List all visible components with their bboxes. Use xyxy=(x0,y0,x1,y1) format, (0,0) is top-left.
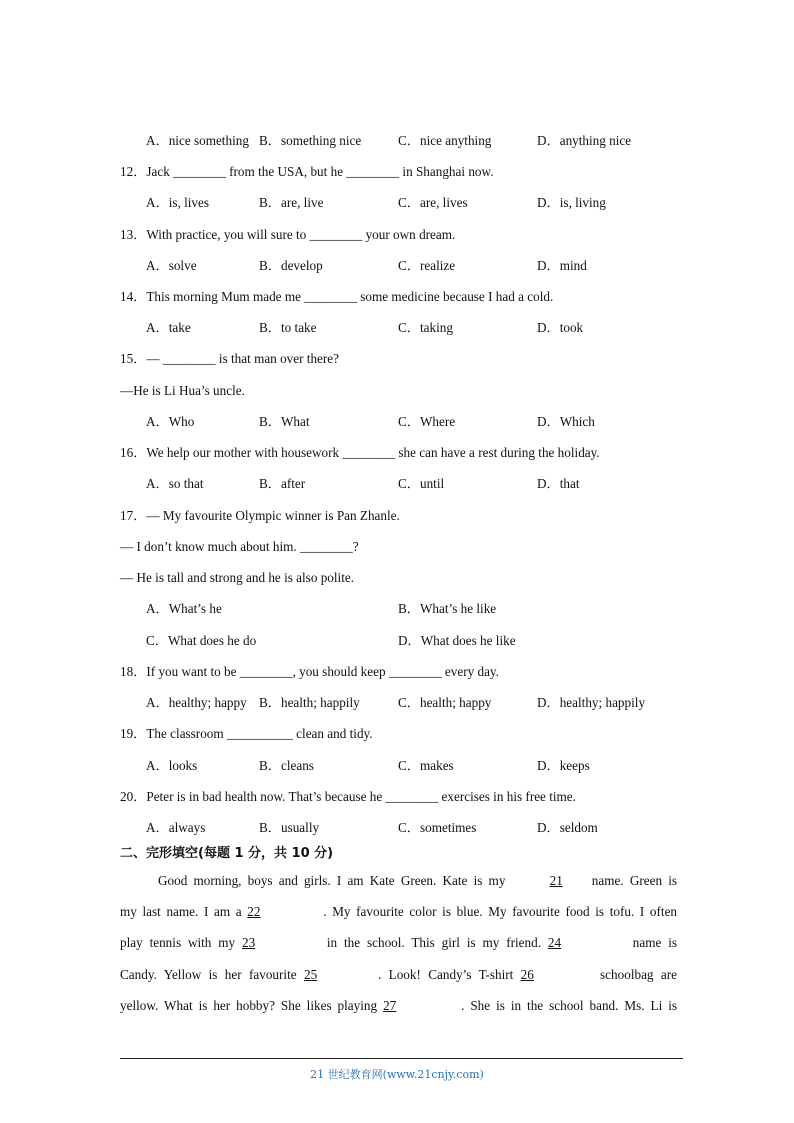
footer-divider xyxy=(120,1058,683,1059)
passage-text: name is xyxy=(632,935,678,951)
passage-text: name. Green is xyxy=(591,873,678,888)
q19-option-d: D．keeps xyxy=(537,758,590,773)
blank-26: 26 xyxy=(520,966,534,982)
blank-23: 23 xyxy=(242,935,256,951)
cloze-passage xyxy=(120,865,677,1021)
q16-option-c: C．until xyxy=(398,476,445,491)
q16-stem: 16．We help our mother with housework ________ she can have a rest during the holiday. xyxy=(120,445,600,460)
q13-option-b: B．develop xyxy=(259,258,323,273)
q19-option-a: A．looks xyxy=(146,758,198,773)
q13-option-d: D．mind xyxy=(537,258,587,273)
q20-option-a: A．always xyxy=(146,820,206,835)
q15-option-b: B．What xyxy=(259,414,310,429)
q12-option-c: C．are, lives xyxy=(398,195,468,210)
passage-line-5 xyxy=(120,990,677,1021)
q20-option-d: D．seldom xyxy=(537,820,598,835)
blank-21: 21 xyxy=(549,873,563,888)
q15-option-a: A．Who xyxy=(146,414,195,429)
q20-option-b: B．usually xyxy=(259,820,320,835)
passage-text: schoolbag are xyxy=(600,966,677,982)
q11-option-d: D．anything nice xyxy=(537,133,632,148)
q11-option-b: B．something nice xyxy=(259,133,362,148)
q11-option-a: A．nice something xyxy=(146,133,249,148)
q18-option-a: A．healthy; happy xyxy=(146,695,247,710)
q14-option-c: C．taking xyxy=(398,320,453,335)
q18-stem: 18．If you want to be ________, you should keep ________ every day. xyxy=(120,664,499,679)
q17-option-a: A．What’s he xyxy=(146,601,222,616)
q18-option-d: D．healthy; happily xyxy=(537,695,646,710)
q17-line3: — He is tall and strong and he is also polite. xyxy=(120,570,355,585)
q18-option-b: B．health; happily xyxy=(259,695,360,710)
passage-text: . Look! Candy’s T-shirt xyxy=(377,966,514,982)
passage-text: yellow. What is her hobby? She likes playing xyxy=(120,997,378,1013)
passage-line-3 xyxy=(120,927,677,958)
passage-text: . She is in the school band. Ms. Li is xyxy=(461,997,677,1013)
q16-option-a: A．so that xyxy=(146,476,204,491)
q17-option-c: C．What does he do xyxy=(146,633,257,648)
q15-stem: 15．— ________ is that man over there? xyxy=(120,351,340,366)
q16-option-b: B．after xyxy=(259,476,306,491)
q19-option-b: B．cleans xyxy=(259,758,314,773)
q13-option-c: C．realize xyxy=(398,258,456,273)
q18-option-c: C．health; happy xyxy=(398,695,492,710)
section-title-cloze: 二、完形填空(每题 1 分，共 10 分) xyxy=(120,846,334,861)
passage-text: . My favourite color is blue. My favourite food is tofu. I often xyxy=(323,904,678,920)
passage-text: Good morning, boys and girls. I am Kate Green. Kate is my xyxy=(158,873,506,888)
q17-option-b: B．What’s he like xyxy=(398,601,497,616)
q14-option-a: A．take xyxy=(146,320,191,335)
passage-line-1 xyxy=(120,865,677,896)
q15-option-d: D．Which xyxy=(537,414,595,429)
q14-stem: 14．This morning Mum made me ________ some medicine because I had a cold. xyxy=(120,289,554,304)
q17-line2: — I don’t know much about him. ________? xyxy=(120,539,359,554)
q15-reply: —He is Li Hua’s uncle. xyxy=(120,383,245,398)
q19-option-c: C．makes xyxy=(398,758,454,773)
q12-option-a: A．is, lives xyxy=(146,195,210,210)
blank-27: 27 xyxy=(383,997,397,1013)
footer-source: 21 世纪教育网(www.21cnjy.com) xyxy=(310,1068,484,1081)
blank-24: 24 xyxy=(547,935,562,951)
q12-stem: 12．Jack ________ from the USA, but he ________ in Shanghai now. xyxy=(120,164,494,179)
blank-22: 22 xyxy=(247,904,261,920)
q19-stem: 19．The classroom __________ clean and tidy. xyxy=(120,726,373,741)
q20-option-c: C．sometimes xyxy=(398,820,477,835)
passage-text: Candy. Yellow is her favourite xyxy=(120,966,297,982)
passage-text: my last name. I am a xyxy=(120,904,242,920)
q17-stem: 17．— My favourite Olympic winner is Pan Zhanle. xyxy=(120,508,400,523)
passage-line-4 xyxy=(120,959,677,990)
passage-text: in the school. This girl is my friend. xyxy=(326,935,542,951)
q14-option-b: B．to take xyxy=(259,320,317,335)
q13-option-a: A．solve xyxy=(146,258,197,273)
q12-option-d: D．is, living xyxy=(537,195,606,210)
passage-text: play tennis with my xyxy=(120,935,236,951)
q16-option-d: D．that xyxy=(537,476,580,491)
blank-25: 25 xyxy=(303,966,318,982)
q12-option-b: B．are, live xyxy=(259,195,324,210)
q11-option-c: C．nice anything xyxy=(398,133,492,148)
q15-option-c: C．Where xyxy=(398,414,456,429)
q17-option-d: D．What does he like xyxy=(398,633,516,648)
q20-stem: 20．Peter is in bad health now. That’s because he ________ exercises in his free time. xyxy=(120,789,576,804)
q13-stem: 13．With practice, you will sure to ________ your own dream. xyxy=(120,227,456,242)
passage-line-2 xyxy=(120,896,677,927)
q14-option-d: D．took xyxy=(537,320,584,335)
